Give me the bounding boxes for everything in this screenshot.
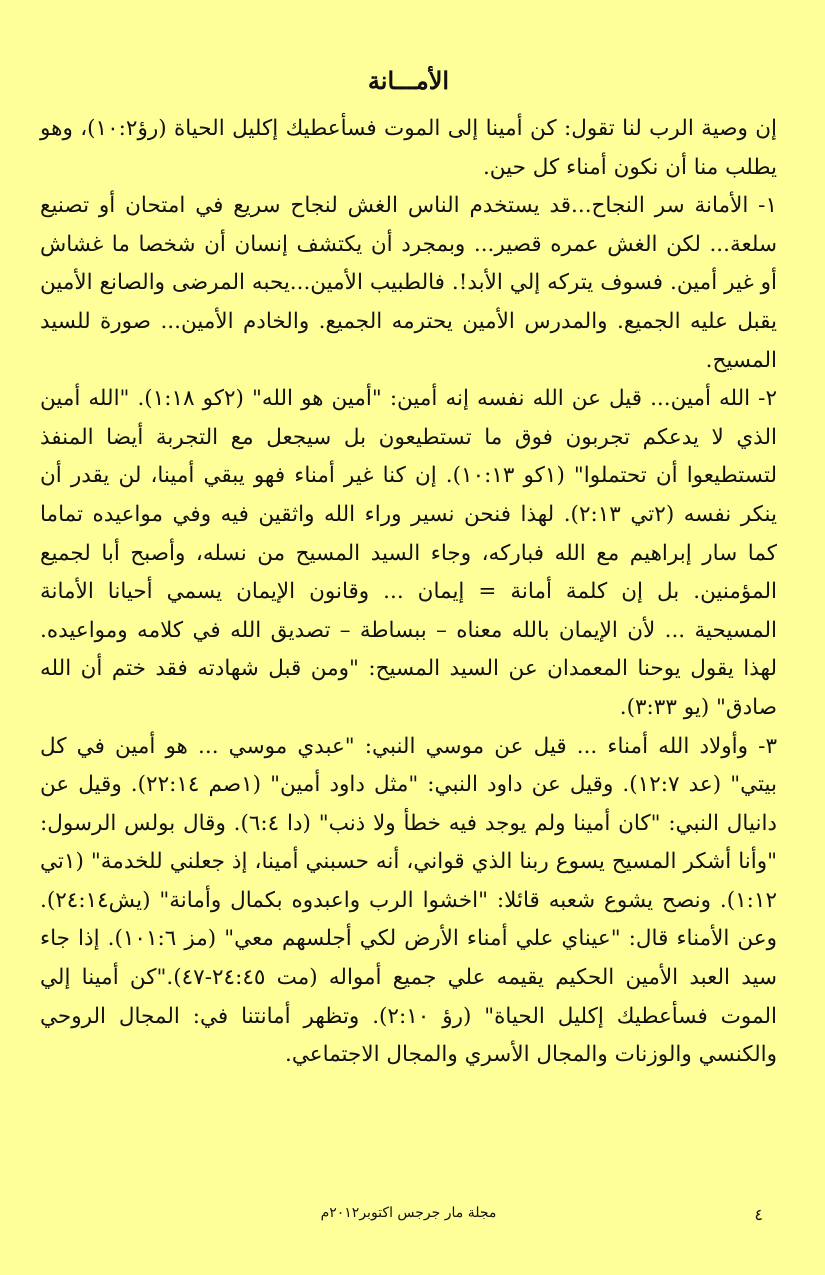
paragraph-section-1: ١- الأمانة سر النجاح...قد يستخدم الناس الغش لنجاح سريع في امتحان أو تصنيع سلعة... لكن الغش عمره قصير... وبمجرد أن يكتشف إنسان أن شخصا ما غشاش أو غير أمين. فسوف يتركه إلي الأبد!. فالطبيب الأمين...يحبه المرضى والصانع الأمين يقبل عليه الجميع. والمدرس الأمين يحترمه الجميع. والخادم الأمين... صورة للسيد المسيح. [40, 193, 777, 373]
page-footer [40, 1205, 777, 1235]
article-title: الأمـــانة [367, 66, 450, 95]
paragraph-section-3: ٣- وأولاد الله أمناء ... قيل عن موسي النبي: "عبدي موسي ... هو أمين في كل بيتي" (عد ١٢:٧). وقيل عن داود النبي: "مثل داود أمين" (١صم ٢٢:١٤). وقيل عن دانيال النبي: "كان أمينا ولم يوجد فيه خطأ ولا ذنب" (دا ٦:٤). وقال بولس الرسول: "وأنا أشكر المسيح يسوع ربنا الذي قواني، أنه حسبني أمينا، إذ جعلني للخدمة" (١تي ١:١٢). ونصح يشوع شعبه قائلا: "اخشوا الرب واعبدوه بكمال وأمانة" (يش٢٤:١٤). وعن الأمناء قال: "عيناي علي أمناء الأرض لكي أجلسهم معي" (مز ١٠١:٦). إذا جاء سيد العبد الأمين الحكيم يقيمه علي جميع أمواله (مت ٢٤:٤٥-٤٧)."كن أمينا إلي الموت فسأعطيك إكليل الحياة" (رؤ ٢:١٠). وتظهر أمانتنا في: المجال الروحي والكنسي والوزنات والمجال الأسري والمجال الاجتماعي. [40, 733, 777, 1068]
paragraph-intro: إن وصية الرب لنا تقول: كن أمينا إلى الموت فسأعطيك إكليل الحياة (رؤ١٠:٢)، وهو يطلب منا أن نكون أمناء كل حين. [40, 116, 777, 180]
page-number: ٤ [754, 1205, 763, 1224]
paragraph-section-2: ٢- الله أمين... قيل عن الله نفسه إنه أمين: "أمين هو الله" (٢كو ١:١٨). "الله أمين الذي لا يدعكم تجربون فوق ما تستطيعون بل سيجعل مع التجربة أيضا المنفذ لتستطيعوا أن تحتملوا" (١كو ١٠:١٣). إن كنا غير أمناء فهو يبقي أمينا، لن يقدر أن ينكر نفسه (٢تي ٢:١٣). لهذا فنحن نسير وراء الله واثقين فيه وفي مواعيده تماما كما سار إبراهيم مع الله فباركه، وجاء السيد المسيح من نسله، وأصبح أبا لجميع المؤمنين. بل إن كلمة أمانة = إيمان ... وقانون الإيمان يسمي أحيانا الأمانة المسيحية ... لأن الإيمان بالله معناه – ببساطة – تصديق الله في كلامه ومواعيده. لهذا يقول يوحنا المعمدان عن السيد المسيح: "ومن قبل شهادته فقد ختم أن الله صادق" (يو ٣:٣٣). [40, 386, 777, 720]
article-page [40, 62, 777, 1235]
footer-publication: مجلة مار جرجس اكتوبر٢٠١٢م [320, 1205, 497, 1221]
